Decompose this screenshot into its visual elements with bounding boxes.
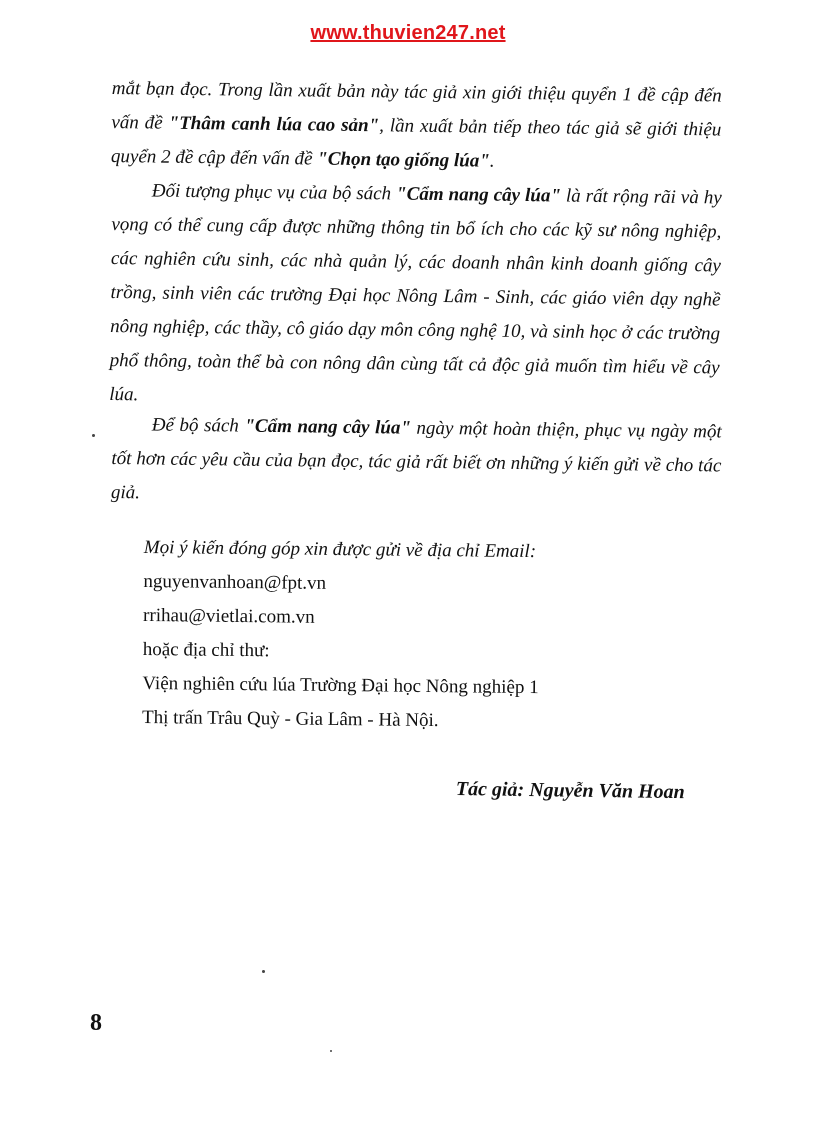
address-line-institute: Viện nghiên cứu lúa Trường Đại học Nông nghiệp 1	[142, 672, 539, 699]
paragraph-publication-intro	[111, 72, 722, 181]
postal-label: hoặc địa chỉ thư:	[142, 638, 270, 662]
p1-text-c: .	[489, 150, 495, 172]
author-signature: Tác giả: Nguyễn Văn Hoan	[455, 778, 685, 804]
contact-intro: Mọi ý kiến đóng góp xin được gửi về địa chỉ Email:	[143, 536, 537, 563]
website-url-link[interactable]: www.thuvien247.net	[310, 22, 506, 44]
p1-text-b: , lần xuất bản tiếp theo tác giả sẽ giới thiệu quyển 2 đề cập đến vấn đề	[110, 115, 722, 170]
p2-text-a: Đối tượng phục vụ của bộ sách	[151, 180, 397, 205]
p3-text-a: Để bộ sách	[151, 414, 245, 437]
paragraph-feedback	[111, 408, 722, 517]
p2-book-title: "Cẩm nang cây lúa"	[395, 183, 562, 207]
scan-speck	[262, 970, 265, 973]
email-link-vietlai[interactable]: rrihau@vietlai.com.vn	[143, 604, 315, 628]
address-line-town: Thị trấn Trâu Quỳ - Gia Lâm - Hà Nội.	[141, 706, 439, 732]
page-number: 8	[90, 1010, 102, 1036]
p1-text-a: mắt bạn đọc. Trong lần xuất bản này tác giả xin giới thiệu quyển 1 đề cập đến vấn đề	[111, 77, 722, 134]
p1-title-chontao: "Chọn tạo giống lúa"	[317, 148, 490, 172]
email-link-fpt[interactable]: nguyenvanhoan@fpt.vn	[143, 570, 327, 594]
p3-book-title: "Cẩm nang cây lúa"	[244, 415, 412, 439]
contact-block	[142, 531, 540, 739]
p1-title-thamcanh: "Thâm canh lúa cao sản"	[168, 112, 380, 137]
scan-speck	[330, 1050, 332, 1052]
p3-text-b: ngày một hoàn thiện, phục vụ ngày một tốt hơn các yêu cầu của bạn đọc, tác giả rất biết ơn những ý kiến gửi về cho tác giả.	[110, 417, 722, 504]
scan-speck	[92, 434, 95, 437]
paragraph-audience	[109, 174, 722, 419]
p2-text-b: là rất rộng rãi và hy vọng có thể cung cấp được những thông tin bổ ích cho các kỹ sư nông nghiệp, các nghiên cứu sinh, các nhà quản lý, các doanh nhân kinh doanh giống cây trồng, sinh viên các trường Đại học Nông Lâm - Sinh, các giáo viên dạy nghề nông nghiệp, các thầy, cô giáo dạy môn công nghệ 10, và sinh học ở các trường phổ thông, toàn thể bà con nông dân cùng tất cả độc giả muốn tìm hiểu về cây lúa.	[109, 185, 722, 406]
